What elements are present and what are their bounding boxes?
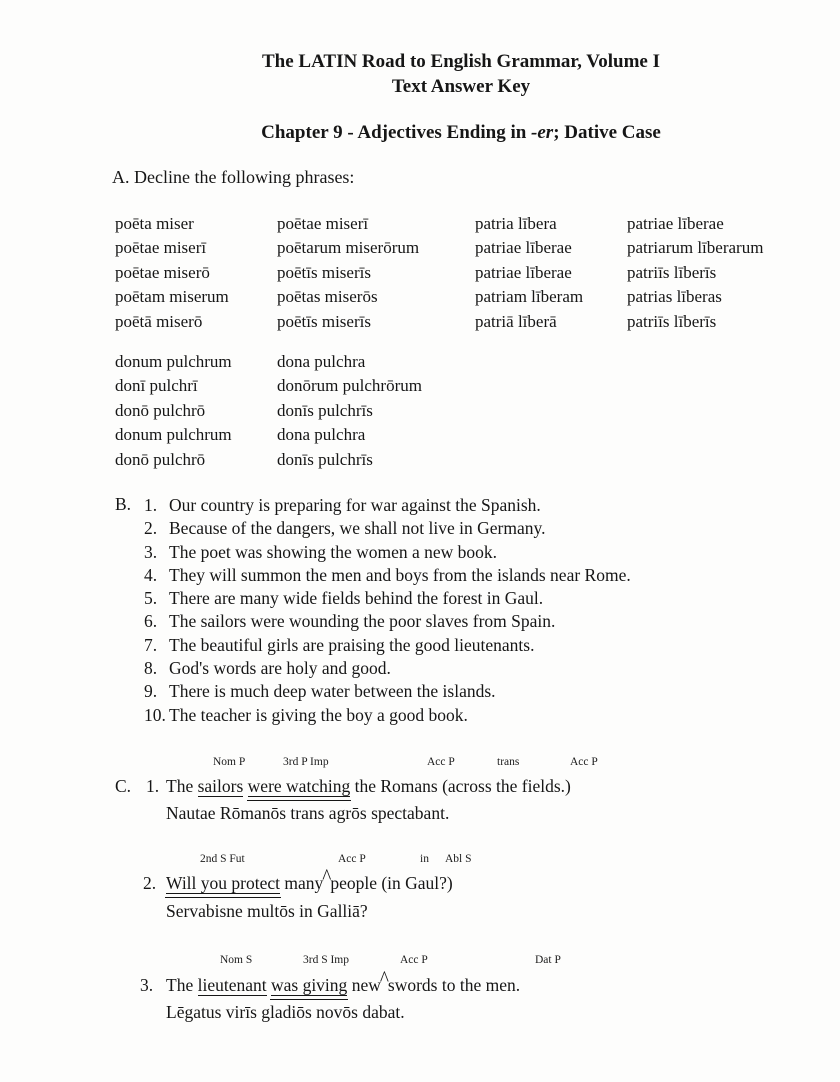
declension-entry: poēta miser: [115, 214, 194, 233]
english-sentence-line: [166, 776, 571, 797]
grammar-annotation: Acc P: [400, 954, 428, 966]
english-sentence-line: [166, 967, 521, 997]
grammar-annotation: Acc P: [338, 853, 366, 865]
declension-entry: donīs pulchrīs: [277, 400, 373, 420]
grammar-annotation: Abl S: [445, 853, 472, 865]
declension-entry: patrias līberas: [627, 287, 722, 307]
sentence-text: God's words are holy and good.: [169, 658, 391, 679]
sentence-text: There are many wide fields behind the forest in Gaul.: [169, 588, 544, 609]
sentence-number: 2.: [144, 518, 158, 539]
sentence-row: [144, 704, 631, 727]
declension-entry: patriīs līberīs: [627, 262, 717, 282]
sentence-row: [144, 564, 631, 587]
sentence-segment: the Romans (across the fields.): [350, 776, 571, 796]
grammar-annotation: Dat P: [535, 954, 561, 966]
sentence-text: There is much deep water between the islands.: [169, 681, 496, 702]
sentence-number: 10.: [144, 704, 166, 725]
sentence-row: [144, 587, 631, 610]
document-title: The LATIN Road to English Grammar, Volume I: [261, 51, 660, 72]
sentence-text: The teacher is giving the boy a good book.: [169, 704, 468, 725]
declension-entry: poētam miserum: [115, 287, 229, 307]
sentence-row: [144, 517, 631, 540]
sentence-row: [144, 634, 631, 657]
sentence-segment: was giving: [270, 975, 348, 995]
document-subtitle: Text Answer Key: [391, 76, 531, 97]
sentence-row: [144, 680, 631, 703]
sentence-segment: were watching: [247, 776, 351, 796]
sentence-row: [144, 541, 631, 564]
sentence-row: [144, 494, 631, 517]
declension-entry: patriae līberae: [627, 214, 724, 233]
sentence-row: [144, 610, 631, 633]
sentence-number: 3.: [144, 541, 158, 562]
declension-entry: poētae miserī: [115, 238, 207, 258]
grammar-annotation: Acc P: [570, 756, 598, 768]
grammar-annotation: 3rd P Imp: [283, 756, 329, 768]
declension-entry: dona pulchra: [277, 352, 366, 371]
section-b-label: B.: [115, 494, 132, 514]
declension-entry: patriam līberam: [475, 287, 584, 307]
sentence-number: 9.: [144, 681, 158, 702]
sentence-number: 1.: [144, 495, 158, 515]
latin-answer-line: Lēgatus virīs gladiōs novōs dabat.: [166, 1002, 405, 1022]
grammar-annotation: Nom S: [220, 954, 253, 966]
declension-entry: donī pulchrī: [115, 376, 198, 396]
declension-entry: patriarum līberarum: [627, 238, 764, 258]
section-b-sentence-list: [144, 494, 631, 727]
sentence-number: 7.: [144, 634, 158, 655]
insertion-caret: ^: [379, 967, 389, 992]
grammar-annotation: Acc P: [427, 756, 455, 768]
grammar-annotation: 2nd S Fut: [200, 853, 245, 865]
latin-answer-line: Nautae Rōmanōs trans agrōs spectabant.: [166, 803, 450, 823]
grammar-annotation: trans: [497, 756, 520, 768]
declension-entry: donō pulchrō: [115, 400, 206, 420]
sentence-segment: The: [166, 776, 198, 796]
declension-entry: donōrum pulchrōrum: [277, 376, 422, 396]
sentence-text: Because of the dangers, we shall not live in Germany.: [169, 518, 546, 539]
declension-entry: poētā miserō: [115, 311, 203, 331]
declension-entry: poētas miserōs: [277, 287, 378, 307]
declension-entry: patria lībera: [475, 214, 557, 233]
declension-entry: poētīs miserīs: [277, 311, 371, 331]
latin-answer-line: Servabisne multōs in Galliā?: [166, 901, 368, 921]
chapter-heading-prefix: Chapter 9 - Adjectives Ending in: [261, 122, 532, 143]
sentence-text: The beautiful girls are praising the good lieutenants.: [169, 634, 535, 655]
sentence-segment: lieutenant: [197, 975, 267, 995]
sentence-segment: swords to the men.: [387, 975, 521, 995]
insertion-caret: ^: [322, 865, 332, 890]
sentence-number: 6.: [144, 611, 158, 632]
declension-entry: poētae miserī: [277, 214, 369, 233]
exercise-number: 1.: [146, 776, 160, 796]
sentence-number: 4.: [144, 564, 158, 585]
declension-column: [115, 350, 232, 472]
chapter-heading-italic-er: -er: [531, 122, 554, 143]
sentence-segment: many: [280, 873, 324, 893]
exercise-number: 3.: [140, 975, 154, 995]
sentence-text: The sailors were wounding the poor slaves from Spain.: [169, 611, 556, 632]
chapter-heading: [0, 122, 840, 144]
declension-entry: donō pulchrō: [115, 449, 206, 469]
grammar-annotation: in: [420, 853, 429, 865]
declension-column: [115, 212, 229, 334]
chapter-heading-suffix: ; Dative Case: [553, 122, 661, 143]
declension-entry: patriae līberae: [475, 262, 572, 282]
declension-column: [627, 212, 763, 334]
declension-column: [277, 212, 419, 334]
sentence-segment: sailors: [197, 776, 244, 796]
declension-column: [277, 350, 422, 472]
declension-column: [475, 212, 583, 334]
declension-entry: patriae līberae: [475, 238, 572, 258]
declension-entry: dona pulchra: [277, 425, 366, 445]
declension-entry: donum pulchrum: [115, 425, 232, 445]
sentence-row: [144, 657, 631, 680]
sentence-number: 8.: [144, 658, 158, 679]
declension-entry: donum pulchrum: [115, 352, 232, 371]
declension-entry: poētae miserō: [115, 262, 210, 282]
section-c-label: C.: [115, 776, 132, 796]
exercise-number: 2.: [143, 873, 157, 893]
sentence-segment: new: [347, 975, 381, 995]
declension-entry: patriā līberā: [475, 311, 557, 331]
grammar-annotation: Nom P: [213, 756, 246, 768]
grammar-annotation: 3rd S Imp: [303, 954, 349, 966]
sentence-text: They will summon the men and boys from the islands near Rome.: [169, 564, 631, 585]
sentence-segment: The: [166, 975, 198, 995]
declension-entry: poētīs miserīs: [277, 262, 371, 282]
declension-entry: patriīs līberīs: [627, 311, 717, 331]
english-sentence-line: [166, 865, 453, 895]
sentence-segment: Will you protect: [166, 873, 280, 893]
section-a-heading: A. Decline the following phrases:: [112, 167, 355, 187]
sentence-number: 5.: [144, 588, 158, 609]
declension-entry: donīs pulchrīs: [277, 449, 373, 469]
sentence-text: Our country is preparing for war against the Spanish.: [169, 495, 541, 515]
sentence-text: The poet was showing the women a new book.: [169, 541, 498, 562]
declension-entry: poētarum miserōrum: [277, 238, 420, 258]
sentence-segment: people (in Gaul?): [330, 873, 453, 893]
